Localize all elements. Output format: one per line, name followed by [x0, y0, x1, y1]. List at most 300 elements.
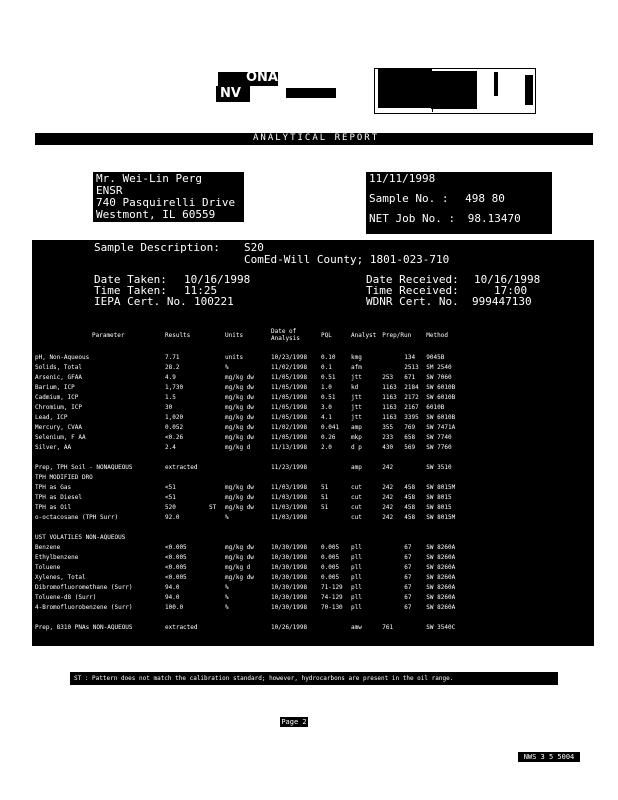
table-cell	[206, 472, 222, 482]
table-cell: 761	[382, 623, 394, 631]
table-cell	[268, 472, 318, 482]
logo-text-1: ONAL	[246, 70, 287, 85]
table-cell: cut	[351, 513, 362, 521]
table-cell: pll	[351, 543, 362, 551]
table-cell: %	[225, 593, 229, 601]
table-spacer	[32, 522, 459, 532]
table-row	[32, 592, 459, 602]
table-cell	[162, 472, 206, 482]
table-cell: SM 2540	[426, 363, 452, 371]
report-info	[366, 172, 552, 234]
table-cell: 11/05/1998	[271, 403, 308, 411]
table-cell	[423, 532, 459, 542]
table-cell	[206, 532, 222, 542]
table-cell: mg/kg dw	[225, 483, 254, 491]
table-cell: SW 6010B	[426, 383, 456, 391]
table-cell	[206, 402, 222, 412]
table-row	[32, 382, 459, 392]
report-title: ANALYTICAL REPORT	[253, 133, 380, 143]
table-cell: 10/30/1998	[271, 563, 308, 571]
table-cell: mkp	[351, 433, 362, 441]
table-cell: mg/kg dw	[225, 393, 254, 401]
table-cell: SW 8015	[426, 503, 452, 511]
table-cell	[206, 602, 222, 612]
table-cell: 0.1	[321, 363, 332, 371]
table-cell: 11/05/1998	[271, 373, 308, 381]
table-cell	[379, 562, 401, 572]
table-cell: Toluene	[35, 563, 61, 571]
table-cell: mg/kg dw	[225, 373, 254, 381]
table-cell: 0.51	[321, 393, 336, 401]
table-row	[32, 372, 459, 382]
wdnr-label: WDNR Cert. No.	[366, 295, 459, 308]
table-cell: <0.005	[165, 543, 187, 551]
table-cell: mg/kg dw	[225, 553, 254, 561]
table-cell: 2172	[404, 393, 419, 401]
sample-no-label: Sample No. :	[369, 192, 449, 205]
table-cell: 233	[382, 433, 394, 441]
table-cell: Cadmium, ICP	[35, 393, 79, 401]
table-cell: kd	[351, 383, 359, 391]
table-cell	[222, 532, 268, 542]
table-cell: 0.005	[321, 563, 340, 571]
table-cell: amp	[351, 463, 362, 471]
footnote: ST : Pattern does not match the calibration standard; however, hydrocarbons are present in the oil range.	[70, 672, 558, 685]
table-cell: 458	[404, 503, 416, 511]
table-cell: 30	[165, 403, 173, 411]
table-cell: 2.4	[165, 443, 176, 451]
table-cell: d p	[351, 443, 362, 451]
table-cell: 11/02/1998	[271, 423, 308, 431]
wdnr-no: 999447130	[472, 295, 532, 308]
table-cell: SW 3540C	[426, 623, 456, 631]
table-cell: 253	[382, 373, 394, 381]
job-no: 98.13470	[467, 212, 521, 225]
table-cell: SW 8015M	[426, 483, 456, 491]
col-units: Units	[225, 331, 244, 339]
table-cell: 11/05/1998	[271, 413, 308, 421]
table-cell: 1163	[382, 403, 397, 411]
table-cell	[206, 592, 222, 602]
table-cell	[206, 362, 222, 372]
date-taken: 10/16/1998	[184, 273, 251, 286]
iepa-label: IEPA Cert. No.	[94, 295, 187, 308]
table-cell: amw	[351, 623, 362, 631]
table-cell: pll	[351, 553, 362, 561]
table-cell: 10/30/1998	[271, 593, 308, 601]
table-row	[32, 572, 459, 582]
table-cell: 658	[404, 433, 416, 441]
table-cell: 1163	[382, 383, 397, 391]
table-cell: 3.0	[321, 403, 332, 411]
table-cell: 67	[404, 573, 412, 581]
table-cell: 0.51	[321, 373, 336, 381]
table-cell	[379, 572, 401, 582]
table-cell: afm	[351, 363, 362, 371]
table-cell	[206, 542, 222, 552]
table-cell: units	[225, 353, 244, 361]
table-row	[32, 412, 459, 422]
table-header-row	[32, 328, 459, 342]
table-cell	[162, 532, 206, 542]
table-cell: pll	[351, 573, 362, 581]
table-row	[32, 622, 459, 632]
table-cell: 7.71	[165, 353, 180, 361]
table-cell	[206, 512, 222, 522]
table-cell: SW 8015M	[426, 513, 456, 521]
table-cell: mg/kg dw	[225, 503, 254, 511]
table-row	[32, 492, 459, 502]
table-cell: 10/26/1998	[271, 623, 308, 631]
table-cell: 458	[404, 513, 416, 521]
table-cell	[206, 412, 222, 422]
table-cell: 242	[382, 463, 394, 471]
table-cell: 67	[404, 553, 412, 561]
table-cell: Lead, ICP	[35, 413, 68, 421]
table-cell	[206, 622, 222, 632]
table-cell: jtt	[351, 373, 362, 381]
table-cell: mg/kg dw	[225, 433, 254, 441]
table-cell: Barium, ICP	[35, 383, 75, 391]
table-cell	[206, 552, 222, 562]
table-cell: ST	[209, 503, 217, 511]
table-cell: mg/kg dw	[225, 383, 254, 391]
table-cell	[206, 562, 222, 572]
table-cell: Xylenes, Total	[35, 573, 86, 581]
header-right-box	[374, 68, 536, 114]
table-cell: 2.0	[321, 443, 332, 451]
table-cell	[379, 472, 401, 482]
table-cell: 1,020	[165, 413, 184, 421]
table-cell: 355	[382, 423, 394, 431]
table-cell: 0.005	[321, 573, 340, 581]
table-cell: SW 7471A	[426, 423, 456, 431]
table-cell	[206, 572, 222, 582]
table-cell: SW 8260A	[426, 543, 456, 551]
table-cell: SW 7760	[426, 443, 452, 451]
table-cell: SW 8260A	[426, 553, 456, 561]
table-row	[32, 582, 459, 592]
table-row	[32, 462, 459, 472]
table-cell	[206, 442, 222, 452]
table-cell: 10/30/1998	[271, 553, 308, 561]
table-cell: SW 8260A	[426, 603, 456, 611]
table-cell	[222, 462, 268, 472]
table-cell: %	[225, 363, 229, 371]
table-cell: 769	[404, 423, 416, 431]
table-cell: <0.005	[165, 563, 187, 571]
table-cell: 4.9	[165, 373, 176, 381]
client-street: 740 Pasquirelli Drive	[96, 196, 236, 209]
table-row	[32, 552, 459, 562]
table-cell: SW 8260A	[426, 593, 456, 601]
table-cell: Ethylbenzene	[35, 553, 79, 561]
client-company: ENSR	[96, 184, 123, 197]
table-cell: 520	[165, 503, 176, 511]
client-city: Westmont, IL 60559	[96, 208, 216, 221]
table-cell: extracted	[165, 623, 198, 631]
table-cell: SW 8015	[426, 493, 452, 501]
table-cell: SW 8260A	[426, 573, 456, 581]
table-row	[32, 542, 459, 552]
table-cell: mg/kg dw	[225, 573, 254, 581]
table-cell: 94.0	[165, 593, 180, 601]
table-cell	[401, 532, 423, 542]
document-id: NWS 3 5 5004	[518, 752, 580, 762]
table-cell: 0.052	[165, 423, 184, 431]
table-cell: 430	[382, 443, 394, 451]
table-cell: 11/03/1998	[271, 503, 308, 511]
table-cell: 458	[404, 483, 416, 491]
time-received: 17:00	[494, 284, 528, 297]
table-row	[32, 402, 459, 412]
sample-desc-label: Sample Description:	[94, 241, 220, 254]
col-analyst: Analyst	[351, 331, 377, 339]
table-cell	[318, 532, 348, 542]
table-cell: Benzene	[35, 543, 61, 551]
table-cell	[318, 622, 348, 632]
table-cell: 242	[382, 483, 394, 491]
table-cell: 51	[321, 483, 329, 491]
date-taken-label: Date Taken:	[94, 273, 167, 286]
table-cell: mg/kg dw	[225, 493, 254, 501]
table-cell	[318, 512, 348, 522]
table-cell	[379, 602, 401, 612]
table-cell: 11/05/1998	[271, 393, 308, 401]
table-cell	[206, 352, 222, 362]
table-cell: cut	[351, 493, 362, 501]
table-cell: 242	[382, 503, 394, 511]
table-cell: 11/23/1998	[271, 463, 308, 471]
job-no-label: NET Job No. :	[369, 212, 456, 225]
table-cell: 0.041	[321, 423, 340, 431]
table-cell: 10/30/1998	[271, 543, 308, 551]
table-cell	[401, 472, 423, 482]
table-cell: 28.2	[165, 363, 180, 371]
table-cell	[206, 582, 222, 592]
table-cell: 74-129	[321, 593, 343, 601]
col-pql: PQL	[321, 331, 332, 339]
table-cell: 4-Bromofluorobenzene (Surr)	[35, 603, 133, 611]
table-cell	[206, 482, 222, 492]
table-cell: pll	[351, 563, 362, 571]
table-cell: <51	[165, 483, 176, 491]
table-cell	[318, 472, 348, 482]
time-taken: 11:25	[184, 284, 218, 297]
table-cell	[348, 532, 379, 542]
table-cell: jtt	[351, 413, 362, 421]
table-row	[32, 512, 459, 522]
table-cell: 51	[321, 503, 329, 511]
table-cell	[206, 432, 222, 442]
job-no-row	[369, 213, 549, 233]
table-cell: 1163	[382, 393, 397, 401]
table-cell: SW 7740	[426, 433, 452, 441]
table-row	[32, 532, 459, 542]
table-cell: 67	[404, 593, 412, 601]
table-cell: 6010B	[426, 403, 445, 411]
table-row	[32, 432, 459, 442]
col-results: Results	[165, 331, 191, 339]
table-cell: 2513	[404, 363, 419, 371]
report-date: 11/11/1998	[369, 172, 436, 185]
table-cell: amp	[351, 423, 362, 431]
table-cell: 0.26	[321, 433, 336, 441]
table-cell: 1163	[382, 413, 397, 421]
table-cell: 94.0	[165, 583, 180, 591]
table-cell: 67	[404, 563, 412, 571]
table-cell	[379, 532, 401, 542]
table-cell: Silver, AA	[35, 443, 72, 451]
sample-desc-1: S20	[244, 241, 264, 254]
table-cell	[206, 422, 222, 432]
table-cell: 11/03/1998	[271, 513, 308, 521]
time-received-label: Time Received:	[366, 284, 459, 297]
table-cell: Chromium, ICP	[35, 403, 82, 411]
table-cell: <0.005	[165, 573, 187, 581]
table-spacer	[32, 612, 459, 622]
time-taken-label: Time Taken:	[94, 284, 167, 297]
table-cell: 11/05/1998	[271, 383, 308, 391]
table-cell	[222, 472, 268, 482]
table-cell: Prep, 8310 PNAs NON-AQUEOUS	[35, 623, 133, 631]
table-spacer	[32, 452, 459, 462]
table-cell: 10/23/1998	[271, 353, 308, 361]
table-cell: mg/kg d	[225, 563, 251, 571]
table-cell	[268, 532, 318, 542]
table-cell	[206, 392, 222, 402]
table-row	[32, 392, 459, 402]
table-cell: SW 7060	[426, 373, 452, 381]
table-row	[32, 442, 459, 452]
table-cell: Solids, Total	[35, 363, 82, 371]
table-cell: Mercury, CVAA	[35, 423, 82, 431]
table-cell	[379, 552, 401, 562]
table-cell: o-octacosane (TPH Surr)	[35, 513, 119, 521]
table-cell: UST VOLATILES NON-AQUEOUS	[35, 533, 126, 541]
table-cell: 67	[404, 543, 412, 551]
table-row	[32, 472, 459, 482]
table-cell: %	[225, 583, 229, 591]
table-cell	[379, 592, 401, 602]
table-cell: 1.0	[321, 383, 332, 391]
table-cell: 2184	[404, 383, 419, 391]
table-cell: 67	[404, 603, 412, 611]
table-cell: TPH as Oil	[35, 503, 72, 511]
table-cell: pH, Non-Aqueous	[35, 353, 90, 361]
table-cell: mg/kg dw	[225, 423, 254, 431]
table-cell: 1.5	[165, 393, 176, 401]
table-cell: 11/03/1998	[271, 493, 308, 501]
table-cell: SW 6010B	[426, 413, 456, 421]
table-cell: 10/30/1998	[271, 573, 308, 581]
table-cell: jtt	[351, 393, 362, 401]
table-cell: Selenium, F AA	[35, 433, 86, 441]
table-cell: mg/kg dw	[225, 543, 254, 551]
date-received: 10/16/1998	[474, 273, 541, 286]
sample-desc-2: ComEd-Will County; 1801-023-710	[244, 253, 450, 266]
table-cell	[379, 352, 401, 362]
report-title-bar	[35, 133, 593, 145]
table-cell	[401, 462, 423, 472]
table-cell: 10/30/1998	[271, 603, 308, 611]
table-cell: pll	[351, 583, 362, 591]
table-cell: Arsenic, GFAA	[35, 373, 82, 381]
table-cell: cut	[351, 503, 362, 511]
table-row	[32, 482, 459, 492]
table-cell: 71-129	[321, 583, 343, 591]
table-cell: jtt	[351, 403, 362, 411]
col-parameter: Parameter	[92, 331, 125, 339]
table-cell: 242	[382, 493, 394, 501]
table-cell: TPH MODIFIED DRO	[35, 473, 93, 481]
table-cell: 11/05/1998	[271, 433, 308, 441]
table-row	[32, 422, 459, 432]
table-cell: 67	[404, 583, 412, 591]
table-cell	[206, 382, 222, 392]
table-cell: %	[225, 603, 229, 611]
table-cell: 11/13/1998	[271, 443, 308, 451]
sample-no: 498 80	[465, 192, 505, 205]
table-cell	[379, 362, 401, 372]
table-row	[32, 502, 459, 512]
table-cell: TPH as Gas	[35, 483, 72, 491]
table-cell: cut	[351, 483, 362, 491]
table-cell: 671	[404, 373, 416, 381]
table-cell: mg/kg d	[225, 443, 251, 451]
table-cell: <0.005	[165, 553, 187, 561]
table-cell: kmg	[351, 353, 362, 361]
table-cell: pll	[351, 593, 362, 601]
table-cell: 4.1	[321, 413, 332, 421]
client-address	[93, 172, 244, 222]
table-cell	[401, 622, 423, 632]
table-cell	[206, 462, 222, 472]
table-cell: %	[225, 513, 229, 521]
table-cell: 1,730	[165, 383, 184, 391]
table-row	[32, 352, 459, 362]
table-cell: 134	[404, 353, 416, 361]
table-row	[32, 602, 459, 612]
table-cell: 100.0	[165, 603, 184, 611]
table-cell: 2167	[404, 403, 419, 411]
sample-no-row	[369, 193, 549, 213]
table-cell: 51	[321, 493, 329, 501]
table-cell	[222, 622, 268, 632]
table-cell: 11/03/1998	[271, 483, 308, 491]
table-cell: SW 6010B	[426, 393, 456, 401]
table-cell: Toluene-d8 (Surr)	[35, 593, 97, 601]
table-cell: SW 3510	[426, 463, 452, 471]
table-cell: mg/kg dw	[225, 413, 254, 421]
table-cell: 70-130	[321, 603, 343, 611]
table-cell	[318, 462, 348, 472]
page-number: Page 2	[281, 718, 307, 726]
table-cell: 242	[382, 513, 394, 521]
date-received-label: Date Received:	[366, 273, 459, 286]
table-row	[32, 562, 459, 572]
table-cell: 0.10	[321, 353, 336, 361]
iepa-no: 100221	[194, 295, 234, 308]
logo-text-2: NV	[220, 86, 241, 101]
header-logo	[98, 66, 398, 116]
table-cell: <0.26	[165, 433, 184, 441]
col-prep-run: Prep/Run	[382, 331, 412, 339]
results-table	[32, 328, 459, 632]
table-cell: 458	[404, 493, 416, 501]
table-cell: 92.0	[165, 513, 180, 521]
table-cell: pll	[351, 603, 362, 611]
